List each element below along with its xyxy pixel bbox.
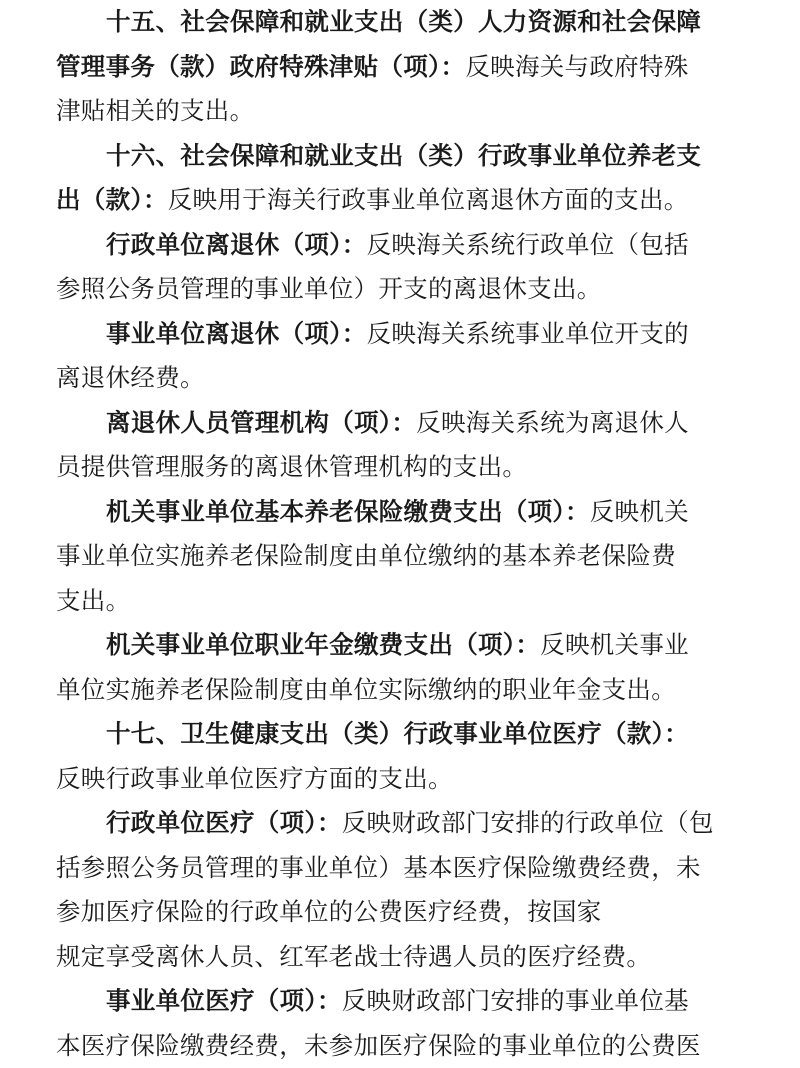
paragraph-16 <box>56 134 726 223</box>
text-line: 津贴相关的支出。 <box>6 89 726 134</box>
text-line: 员提供管理服务的离退休管理机构的支出。 <box>6 445 726 490</box>
text-line: 事业单位离退休（项）：反映海关系统事业单位开支的 <box>56 312 726 357</box>
text-line: 支出。 <box>6 579 726 624</box>
heading-term: 机关事业单位基本养老保险缴费支出（项）： <box>106 497 590 526</box>
text-line: 反映行政事业单位医疗方面的支出。 <box>6 757 726 802</box>
text-line: 行政单位医疗（项）：反映财政部门安排的行政单位（包 <box>56 801 726 846</box>
text-line <box>56 0 726 45</box>
text-line: 规定享受离休人员、红军老战士待遇人员的医疗经费。 <box>6 935 726 980</box>
paragraph-pension-insurance <box>56 490 726 624</box>
heading-term: 十六、社会保障和就业支出（类）行政事业单位养老支 <box>106 141 701 170</box>
text-line: 本医疗保险缴费经费，未参加医疗保险的事业单位的公费医 <box>6 1024 726 1068</box>
heading-term: 十七、卫生健康支出（类）行政事业单位医疗（款）： <box>106 719 689 748</box>
text-line: 括参照公务员管理的事业单位）基本医疗保险缴费经费，未 <box>6 846 726 891</box>
text-line: 机关事业单位基本养老保险缴费支出（项）：反映机关 <box>56 490 726 535</box>
heading-term: 机关事业单位职业年金缴费支出（项）： <box>106 630 540 659</box>
heading-term: 行政单位医疗（项）： <box>106 808 342 837</box>
text-line: 参加医疗保险的行政单位的公费医疗经费，按国家 <box>6 890 726 935</box>
text-line: 单位实施养老保险制度由单位实际缴纳的职业年金支出。 <box>6 668 726 713</box>
text-line <box>56 712 726 757</box>
heading-term: 出（款）： <box>56 185 168 214</box>
paragraph-retiree-management <box>56 401 726 490</box>
paragraph-institution-retirement <box>56 312 726 401</box>
paragraph-occupational-annuity <box>56 623 726 712</box>
paragraph-admin-retirement <box>56 223 726 312</box>
paragraph-institution-medical <box>56 979 726 1068</box>
text-line: 离退休人员管理机构（项）：反映海关系统为离退休人 <box>56 401 726 446</box>
text-line: 事业单位医疗（项）：反映财政部门安排的事业单位基 <box>56 979 726 1024</box>
heading-term: 事业单位医疗（项）： <box>106 986 342 1015</box>
text-line <box>56 134 726 179</box>
text-line: 离退休经费。 <box>6 356 726 401</box>
paragraph-15 <box>56 0 726 134</box>
text-line: 参照公务员管理的事业单位）开支的离退休支出。 <box>6 267 726 312</box>
paragraph-admin-medical <box>56 801 726 979</box>
heading-term: 十五、社会保障和就业支出（类）人力资源和社会保障 <box>106 7 701 36</box>
text-line: 管理事务（款）政府特殊津贴（项）：反映海关与政府特殊 <box>6 45 726 90</box>
text-line: 机关事业单位职业年金缴费支出（项）：反映机关事业 <box>56 623 726 668</box>
paragraph-17 <box>56 712 726 801</box>
text-line: 出（款）：反映用于海关行政事业单位离退休方面的支出。 <box>6 178 726 223</box>
heading-term: 离退休人员管理机构（项）： <box>106 408 416 437</box>
text-line: 行政单位离退休（项）：反映海关系统行政单位（包括 <box>56 223 726 268</box>
heading-term: 行政单位离退休（项）： <box>106 230 367 259</box>
heading-term: 管理事务（款）政府特殊津贴（项）： <box>56 52 465 81</box>
document-page <box>56 0 726 1068</box>
text-line: 事业单位实施养老保险制度由单位缴纳的基本养老保险费 <box>6 534 726 579</box>
heading-term: 事业单位离退休（项）： <box>106 319 367 348</box>
